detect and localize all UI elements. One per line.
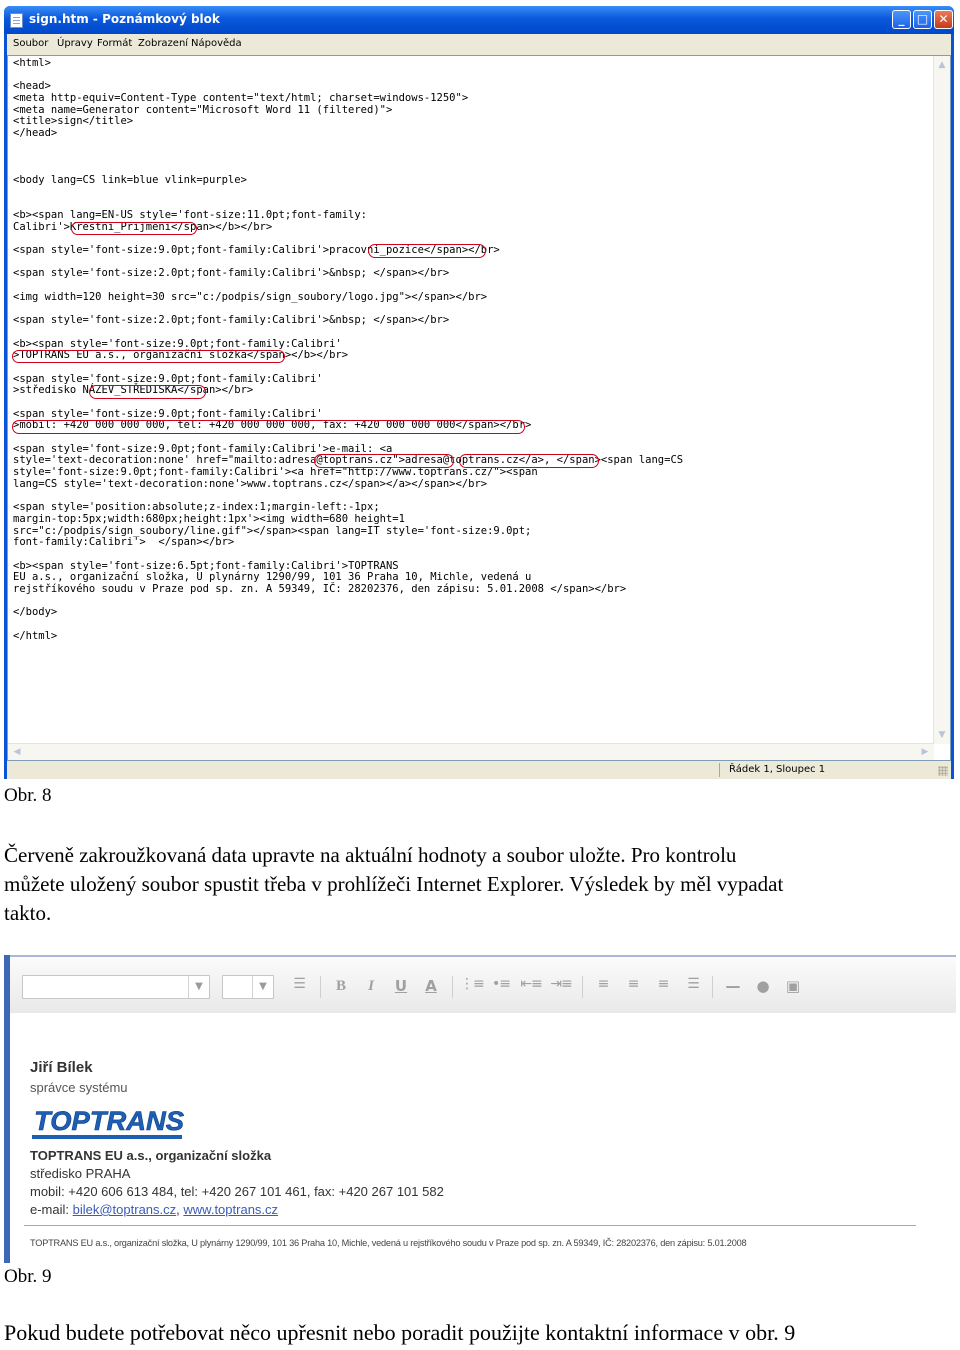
scroll-left-arrow-icon[interactable]: ◀ bbox=[13, 747, 21, 757]
paragraph-style-icon[interactable]: ☰ bbox=[293, 976, 305, 992]
signature-phones: mobil: +420 606 613 484, tel: +420 267 101 461, fax: +420 267 101 582 bbox=[30, 1184, 444, 1199]
increase-indent-icon[interactable]: ⇥≡ bbox=[550, 976, 572, 992]
code-line: <span style='font-size:2.0pt;font-family:Calibri'>&nbsp; </span></br> bbox=[13, 314, 450, 327]
italic-button[interactable]: I bbox=[368, 978, 374, 994]
insert-link-globe-icon[interactable]: ● bbox=[756, 977, 770, 995]
decrease-indent-icon[interactable]: ⇤≡ bbox=[520, 976, 542, 992]
highlight-ring-branch bbox=[89, 385, 206, 399]
horizontal-scrollbar[interactable] bbox=[8, 743, 934, 760]
notepad-window bbox=[4, 6, 954, 779]
menu-help[interactable]: Nápověda bbox=[191, 38, 242, 49]
signature-company: TOPTRANS EU a.s., organizační složka bbox=[30, 1148, 272, 1163]
paragraph-line-3: takto. bbox=[4, 901, 52, 925]
signature-position: správce systému bbox=[30, 1080, 128, 1095]
chevron-down-icon: ▼ bbox=[188, 976, 209, 998]
notepad-icon bbox=[10, 13, 23, 28]
align-justify-icon[interactable]: ☰ bbox=[687, 976, 699, 992]
code-line: src="c:/podpis/sign_soubory/line.gif"></span><span lang=IT style='font-size:9.0pt; bbox=[13, 524, 532, 537]
numbered-list-icon[interactable]: ⋮≡ bbox=[460, 976, 484, 992]
code-line: </html> bbox=[13, 629, 58, 642]
toolbar-separator bbox=[320, 976, 321, 998]
menu-bar bbox=[7, 34, 951, 55]
code-line: EU a.s., organizační složka, U plynárny 1290/99, 101 36 Praha 10, Michle, vedená u bbox=[13, 571, 532, 584]
close-button[interactable]: ✕ bbox=[934, 10, 953, 29]
code-line: <span style='position:absolute;z-index:1;margin-left:-1px; bbox=[13, 501, 380, 514]
contact-separator: , bbox=[176, 1202, 184, 1217]
cursor-position: Řádek 1, Sloupec 1 bbox=[729, 764, 826, 775]
code-line: <span style='font-size:9.0pt;font-family:Calibri' bbox=[13, 407, 323, 420]
code-line bbox=[13, 140, 683, 152]
highlight-ring-name bbox=[71, 222, 197, 235]
paragraph-line-2: můžete uložený soubor spustit třeba v prohlížeči Internet Explorer. Výsledek by měl vypadat bbox=[4, 872, 784, 896]
toolbar-separator bbox=[712, 976, 713, 998]
instruction-paragraph bbox=[4, 841, 954, 928]
code-line: style='font-size:9.0pt;font-family:Calibri'><a href="http://www.toptrans.cz/"><span bbox=[13, 466, 538, 479]
toolbar-separator bbox=[582, 976, 583, 998]
notepad-titlebar[interactable] bbox=[4, 6, 954, 34]
code-line bbox=[13, 596, 683, 608]
logo-text: TOPTRANS bbox=[34, 1106, 184, 1136]
bullet-list-icon[interactable]: •≡ bbox=[492, 976, 510, 992]
scroll-up-arrow-icon[interactable]: ▲ bbox=[938, 60, 946, 70]
toolbar-separator bbox=[452, 976, 453, 998]
align-left-icon[interactable]: ≡ bbox=[597, 976, 609, 992]
code-line: <meta name=Generator content="Microsoft Word 11 (filtered)"> bbox=[13, 103, 393, 116]
code-line: >mobil: +420 000 000 000, tel: +420 000 000 000, fax: +420 000 000 000</span></br> bbox=[13, 419, 532, 432]
code-line: <span style='font-size:9.0pt;font-family:Calibri'>pracovni_pozice</span></br> bbox=[13, 244, 500, 256]
code-line: <head> bbox=[13, 80, 51, 93]
code-line bbox=[13, 70, 683, 82]
signature-legal-text: TOPTRANS EU a.s., organizační složka, U plynárny 1290/99, 101 36 Praha 10, Michle, vedená u rejstříkového soudu v Praze pod sp. zn. A 59349, IČ: 28202376, den zápisu: 5.01.2008 bbox=[30, 1238, 747, 1248]
code-line: <span style='font-size:9.0pt;font-family:Calibri'>e-mail: <a bbox=[13, 442, 393, 455]
minimize-button[interactable]: _ bbox=[892, 10, 911, 29]
font-color-button[interactable]: A bbox=[425, 977, 437, 995]
footer-text: Pokud budete potřebovat něco upřesnit nebo poradit použijte kontaktní informace v obr. 9 bbox=[4, 1320, 796, 1345]
font-name-select[interactable] bbox=[22, 975, 210, 999]
signature-preview bbox=[4, 955, 956, 1263]
highlight-ring-position bbox=[368, 244, 486, 258]
highlight-ring-email bbox=[459, 454, 599, 468]
bold-button[interactable]: B bbox=[335, 978, 346, 994]
insert-image-icon[interactable]: ▣ bbox=[785, 977, 801, 995]
code-line: font-family:Calibri'> </span></br> bbox=[13, 536, 235, 549]
menu-view[interactable]: Zobrazení bbox=[138, 38, 189, 49]
resize-grip-icon[interactable] bbox=[938, 766, 948, 776]
window-title: sign.htm - Poznámkový blok bbox=[29, 12, 220, 26]
code-line: margin-top:5px;width:680px;height:1px'><img width=680 height=1 bbox=[13, 512, 405, 525]
status-separator bbox=[719, 763, 720, 777]
code-line: <span style='font-size:9.0pt;font-family:Calibri' bbox=[13, 372, 323, 385]
code-line bbox=[13, 280, 683, 292]
maximize-button[interactable]: □ bbox=[913, 10, 932, 29]
chevron-down-icon: ▼ bbox=[252, 976, 273, 998]
code-line: <span style='font-size:2.0pt;font-family:Calibri'>&nbsp; </span></br> bbox=[13, 267, 450, 280]
menu-format[interactable]: Formát bbox=[97, 38, 133, 49]
menu-file[interactable]: Soubor bbox=[13, 38, 49, 49]
code-line bbox=[13, 187, 683, 199]
code-line: </body> bbox=[13, 606, 58, 619]
code-line: >TOPTRANS EU a.s., organizační složka</span></b></br> bbox=[13, 349, 349, 362]
code-line bbox=[13, 549, 683, 561]
highlight-ring-phones bbox=[12, 420, 525, 434]
scroll-right-arrow-icon[interactable]: ▶ bbox=[921, 747, 929, 757]
code-line: <img width=120 height=30 src="c:/podpis/sign_soubory/logo.jpg"></span></br> bbox=[13, 290, 488, 303]
figure-9-caption: Obr. 9 bbox=[4, 1266, 52, 1287]
email-label: e-mail: bbox=[30, 1202, 73, 1217]
highlight-ring-mailto bbox=[314, 454, 454, 468]
code-line bbox=[13, 619, 683, 631]
signature-contacts bbox=[30, 1202, 278, 1217]
email-link[interactable]: bilek@toptrans.cz bbox=[72, 1202, 177, 1217]
code-line: Calibri'>Krestni_Prijmeni</span></b></br> bbox=[13, 220, 273, 233]
code-line: </head> bbox=[13, 127, 58, 140]
formatting-toolbar bbox=[10, 955, 956, 1013]
paragraph-line-1: Červeně zakroužkovaná data upravte na aktuální hodnoty a soubor uložte. Pro kontrolu bbox=[4, 843, 737, 867]
signature-branch: středisko PRAHA bbox=[30, 1166, 131, 1181]
figure-8-caption: Obr. 8 bbox=[4, 785, 52, 806]
web-link[interactable]: www.toptrans.cz bbox=[183, 1202, 279, 1217]
code-line: <b><span lang=EN-US style='font-size:11.0pt;font-family: bbox=[13, 208, 368, 221]
signature-divider bbox=[24, 1225, 916, 1226]
signature-name: Jiří Bílek bbox=[30, 1059, 93, 1076]
code-line: <body lang=CS link=blue vlink=purple> bbox=[13, 173, 247, 186]
code-line: <title>sign</title> bbox=[13, 115, 134, 128]
code-line: <b><span style='font-size:6.5pt;font-family:Calibri'>TOPTRANS bbox=[13, 559, 399, 572]
code-line bbox=[13, 152, 683, 164]
horizontal-line-icon[interactable]: — bbox=[725, 977, 741, 995]
code-line: >středisko NÁZEV_STŘEDISKA</span></br> bbox=[13, 384, 254, 397]
font-size-select[interactable] bbox=[222, 975, 274, 999]
code-line: style='text-decoration:none' href="mailto:adresa@toptrans.cz">adresa@toptrans.cz</a>, </span><span lang=CS bbox=[13, 454, 684, 467]
align-center-icon[interactable]: ≡ bbox=[627, 976, 639, 992]
scroll-down-arrow-icon[interactable]: ▼ bbox=[938, 730, 946, 740]
menu-edit[interactable]: Úpravy bbox=[57, 38, 93, 49]
code-line: <b><span style='font-size:9.0pt;font-family:Calibri' bbox=[13, 337, 342, 350]
status-bar bbox=[7, 761, 951, 779]
vertical-scrollbar[interactable] bbox=[933, 56, 950, 744]
code-line: <html> bbox=[13, 57, 51, 69]
code-line bbox=[13, 327, 683, 339]
underline-button[interactable]: U bbox=[394, 977, 408, 995]
highlight-ring-company bbox=[12, 350, 285, 363]
text-editor-area[interactable] bbox=[7, 55, 951, 761]
align-right-icon[interactable]: ≡ bbox=[657, 976, 669, 992]
code-line: <meta http-equiv=Content-Type content="text/html; charset=windows-1250"> bbox=[13, 92, 469, 105]
toptrans-logo bbox=[30, 1101, 190, 1143]
code-line: rejstříkového soudu v Praze pod sp. zn. A 59349, IČ: 28202376, den zápisu: 5.01.2008 </span></br> bbox=[13, 582, 627, 595]
code-line: lang=CS style='text-decoration:none'>www.toptrans.cz</span></a></span></br> bbox=[13, 477, 488, 490]
code-line bbox=[13, 362, 683, 374]
